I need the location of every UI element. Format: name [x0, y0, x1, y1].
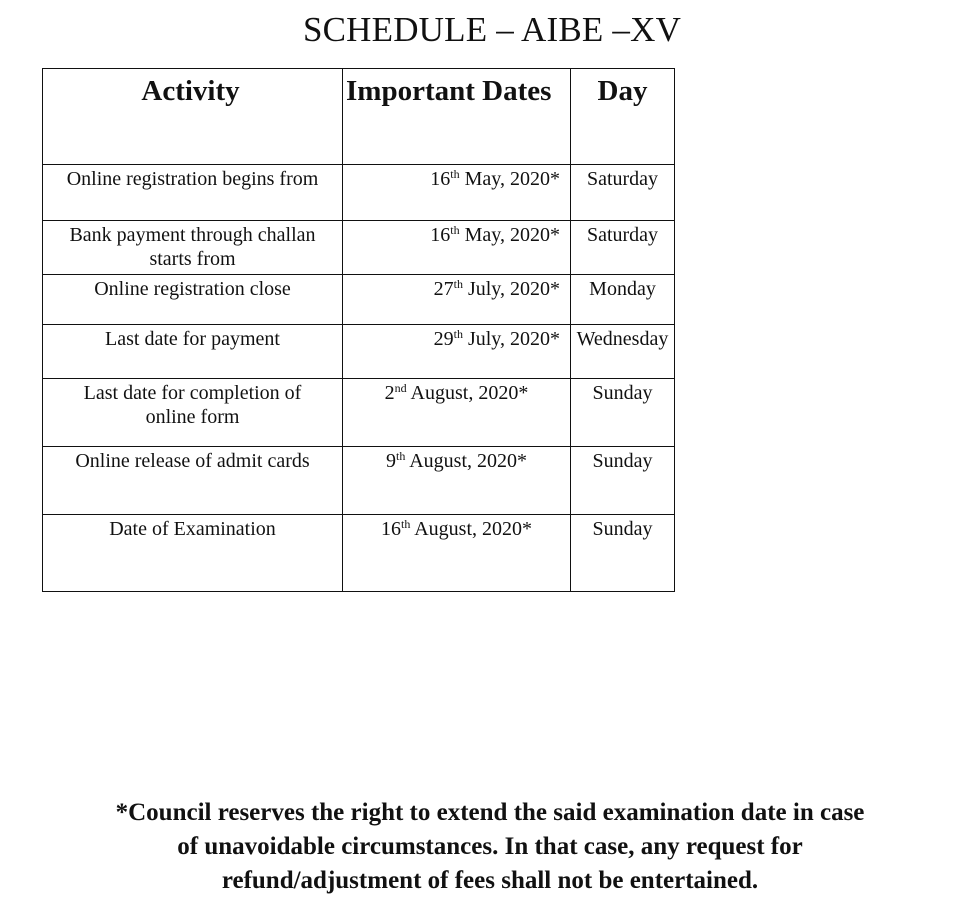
header-important-dates: Important Dates [343, 69, 571, 165]
date-cell: 27th July, 2020* [343, 275, 571, 325]
table-row [43, 221, 675, 275]
schedule-table [42, 68, 675, 592]
activity-cell: Online registration close [43, 275, 343, 325]
day-cell: Saturday [571, 221, 675, 275]
activity-cell: Bank payment through challan starts from [43, 221, 343, 275]
footnote-line: refund/adjustment of fees shall not be entertained. [221, 867, 759, 894]
document-title: SCHEDULE – AIBE –XV [302, 10, 682, 49]
table-row [43, 515, 675, 592]
table-row [43, 447, 675, 515]
header-activity: Activity [43, 69, 343, 165]
date-cell: 2nd August, 2020* [343, 379, 571, 447]
table-header-row [43, 69, 675, 165]
day-cell: Wednesday [571, 325, 675, 379]
footnote-line: of unavoidable circumstances. In that case, any request for [177, 833, 803, 860]
day-cell: Saturday [571, 165, 675, 221]
activity-cell: Last date for completion of online form [43, 379, 343, 447]
activity-cell: Date of Examination [43, 515, 343, 592]
day-cell: Sunday [571, 515, 675, 592]
date-cell: 16th May, 2020* [343, 165, 571, 221]
footnote [40, 796, 940, 898]
day-cell: Sunday [571, 447, 675, 515]
date-cell: 29th July, 2020* [343, 325, 571, 379]
table-row [43, 275, 675, 325]
activity-cell: Last date for payment [43, 325, 343, 379]
date-cell: 9th August, 2020* [343, 447, 571, 515]
date-cell: 16th May, 2020* [343, 221, 571, 275]
date-cell: 16th August, 2020* [343, 515, 571, 592]
footnote-line: *Council reserves the right to extend the said examination date in case [115, 799, 865, 826]
activity-cell: Online release of admit cards [43, 447, 343, 515]
table-row [43, 379, 675, 447]
table-row [43, 165, 675, 221]
header-day: Day [571, 69, 675, 165]
day-cell: Sunday [571, 379, 675, 447]
day-cell: Monday [571, 275, 675, 325]
activity-cell: Online registration begins from [43, 165, 343, 221]
table-row [43, 325, 675, 379]
